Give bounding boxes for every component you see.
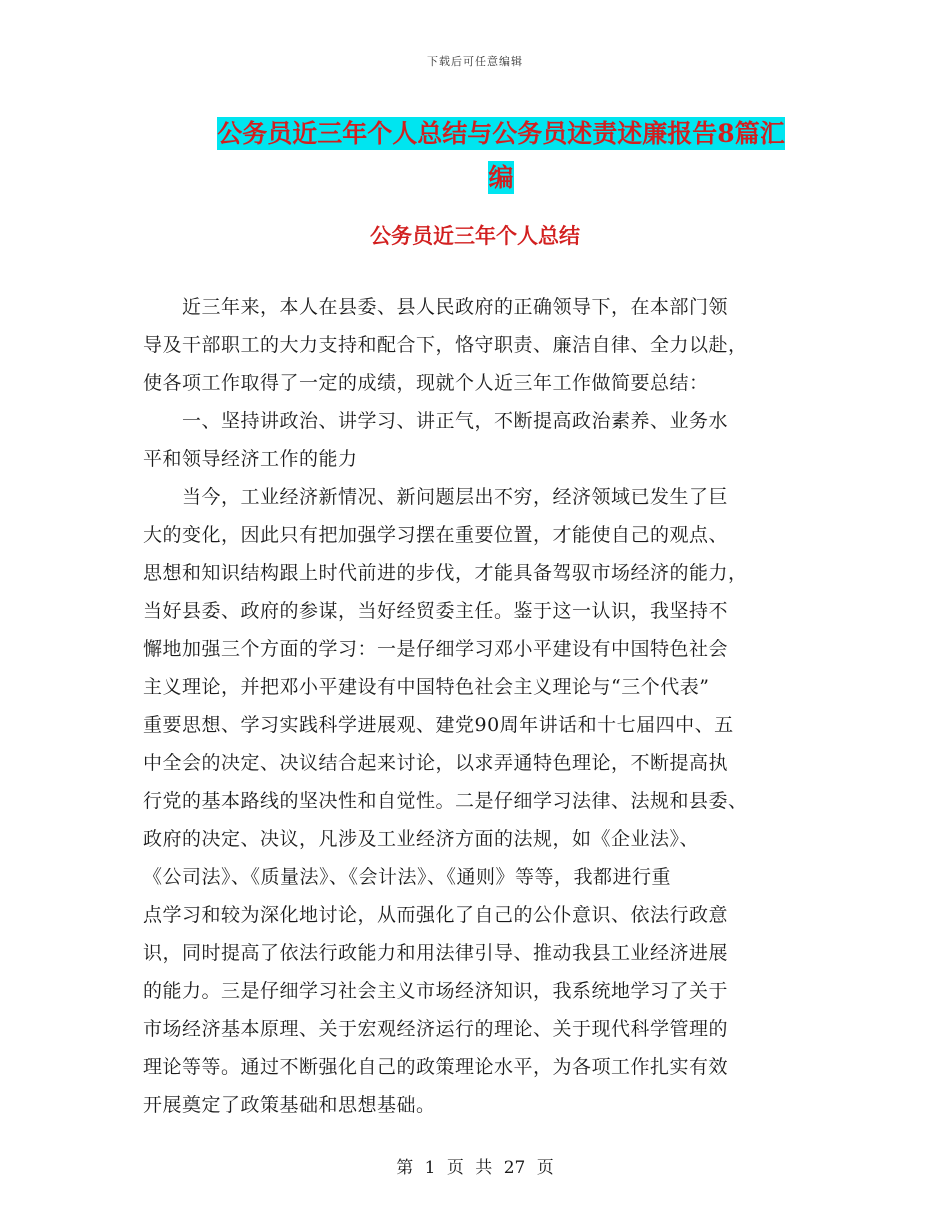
- text-line: 行党的基本路线的坚决性和自觉性。二是仔细学习法律、法规和县委、: [143, 790, 748, 812]
- document-title-line1: 公务员近三年个人总结与公务员述责述廉报告8篇汇: [217, 119, 785, 148]
- text-line: 思想和知识结构跟上时代前进的步伐，才能具备驾驭市场经济的能力，: [143, 562, 748, 584]
- text-line: 中全会的决定、决议结合起来讨论，以求弄通特色理论，不断提高执: [143, 752, 729, 774]
- text-line: 开展奠定了政策基础和思想基础。: [143, 1094, 436, 1116]
- text-line: 点学习和较为深化地讨论，从而强化了自己的公仆意识、依法行政意: [143, 904, 729, 926]
- text-line: 平和领导经济工作的能力: [143, 448, 358, 470]
- text-line: 当好县委、政府的参谋，当好经贸委主任。鉴于这一认识，我坚持不: [143, 600, 729, 622]
- text-line: 使各项工作取得了一定的成绩，现就个人近三年工作做简要总结：: [143, 372, 709, 394]
- body-text: [143, 288, 809, 1124]
- document-title: [195, 112, 807, 200]
- text-line: 一、坚持讲政治、讲学习、讲正气，不断提高政治素养、业务水: [143, 410, 729, 432]
- text-line: 懈地加强三个方面的学习：一是仔细学习邓小平建设有中国特色社会: [143, 638, 729, 660]
- text-line: 当今，工业经济新情况、新问题层出不穷，经济领域已发生了巨: [143, 486, 729, 508]
- page-header-note: 下载后可任意编辑: [427, 55, 523, 68]
- document-title-line2: 编: [488, 163, 514, 192]
- text-line: 识，同时提高了依法行政能力和用法律引导、推动我县工业经济进展: [143, 942, 729, 964]
- text-line: 重要思想、学习实践科学进展观、建党90周年讲话和十七届四中、五: [143, 714, 734, 736]
- text-line: 政府的决定、决议，凡涉及工业经济方面的法规，如《企业法》、: [143, 828, 700, 850]
- text-line: 主义理论，并把邓小平建设有中国特色社会主义理论与“三个代表”: [143, 676, 710, 698]
- text-line: 近三年来，本人在县委、县人民政府的正确领导下，在本部门领: [143, 296, 729, 318]
- text-line: 大的变化，因此只有把加强学习摆在重要位置，才能使自己的观点、: [143, 524, 729, 546]
- text-line: 市场经济基本原理、关于宏观经济运行的理论、关于现代科学管理的: [143, 1018, 729, 1040]
- text-line: 的能力。三是仔细学习社会主义市场经济知识，我系统地学习了关于: [143, 980, 729, 1002]
- text-line: 理论等等。通过不断强化自己的政策理论水平，为各项工作扎实有效: [143, 1056, 729, 1078]
- text-line: 《公司法》、《质量法》、《会计法》、《通则》等等，我都进行重: [143, 866, 672, 888]
- text-line: 导及干部职工的大力支持和配合下，恪守职责、廉洁自律、全力以赴，: [143, 334, 748, 356]
- page-number-footer: 第 1 页 共 27 页: [396, 1158, 554, 1178]
- section-title: 公务员近三年个人总结: [370, 223, 580, 248]
